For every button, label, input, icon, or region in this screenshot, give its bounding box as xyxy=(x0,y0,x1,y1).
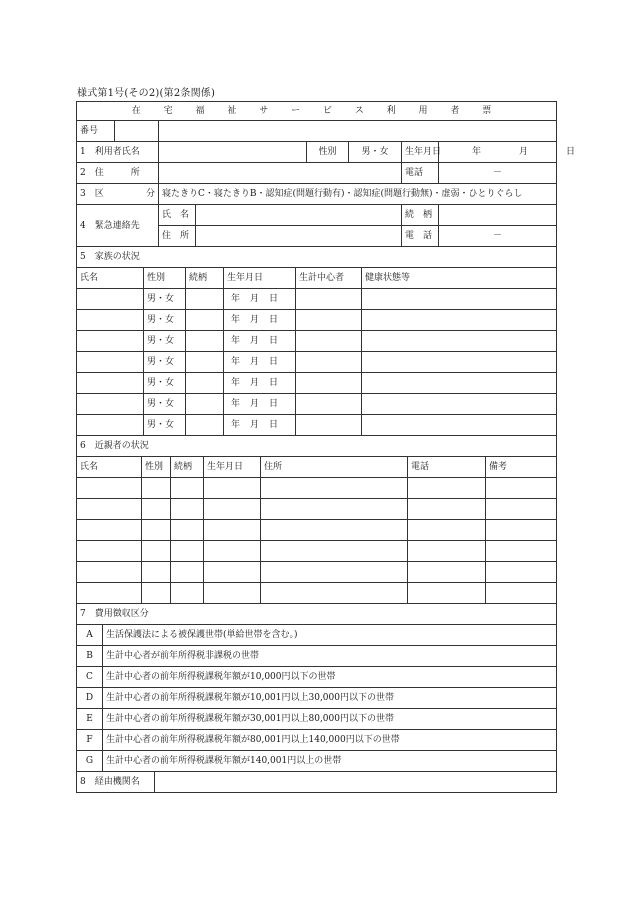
fee-code: E xyxy=(77,709,103,730)
family-health-field[interactable] xyxy=(362,331,557,352)
family-table xyxy=(76,246,557,436)
family-health-field[interactable] xyxy=(362,415,557,436)
emergency-address-field[interactable] xyxy=(196,226,402,247)
table-row xyxy=(77,562,557,583)
family-name-field[interactable] xyxy=(77,415,144,436)
relative-relation-field[interactable] xyxy=(171,562,204,583)
relative-sex-field[interactable] xyxy=(142,541,171,562)
family-health-field[interactable] xyxy=(362,352,557,373)
fee-code: C xyxy=(77,667,103,688)
number-field[interactable] xyxy=(115,121,159,142)
category-options[interactable]: 寝たきりC・寝たきりB・認知症(問題行動有)・認知症(問題行動無)・虚弱・ひとりぐらし xyxy=(159,184,557,205)
family-health-field[interactable] xyxy=(362,310,557,331)
table-row xyxy=(77,499,557,520)
relative-remarks-field[interactable] xyxy=(486,562,557,583)
relative-phone-field[interactable] xyxy=(408,478,486,499)
relative-relation-field[interactable] xyxy=(171,499,204,520)
relative-remarks-field[interactable] xyxy=(486,499,557,520)
family-name-field[interactable] xyxy=(77,331,144,352)
family-breadwinner-field[interactable] xyxy=(296,373,362,394)
emergency-name-label: 氏 名 xyxy=(159,205,196,226)
family-sex-field[interactable]: 男・女 xyxy=(144,352,186,373)
family-birth-field[interactable] xyxy=(224,289,296,310)
relative-sex-field[interactable] xyxy=(142,478,171,499)
family-breadwinner-field[interactable] xyxy=(296,331,362,352)
table-row xyxy=(77,415,557,436)
family-sex-field[interactable]: 男・女 xyxy=(144,289,186,310)
list-item[interactable] xyxy=(77,730,557,751)
relative-birth-field[interactable] xyxy=(204,583,261,604)
relative-address-field[interactable] xyxy=(261,499,408,520)
routing-agency-label: 8 経由機関名 xyxy=(77,772,155,793)
routing-agency-table xyxy=(76,771,557,793)
year-unit: 年 xyxy=(231,420,241,430)
relative-remarks-field[interactable] xyxy=(486,478,557,499)
emergency-phone-field[interactable]: － xyxy=(439,226,557,247)
day-unit: 日 xyxy=(269,315,279,325)
emergency-relation-label: 続 柄 xyxy=(402,205,439,226)
table-row xyxy=(77,520,557,541)
fee-description: 生計中心者の前年所得税課税年額が140,001円以上の世帯 xyxy=(103,751,557,772)
relatives-col-sex: 性別 xyxy=(142,457,171,478)
emergency-phone-label: 電 話 xyxy=(402,226,439,247)
relative-sex-field[interactable] xyxy=(142,583,171,604)
family-name-field[interactable] xyxy=(77,289,144,310)
table-row xyxy=(77,289,557,310)
routing-agency-field[interactable] xyxy=(155,772,557,793)
family-birth-field[interactable] xyxy=(224,352,296,373)
relatives-header-row xyxy=(77,457,557,478)
table-row xyxy=(77,478,557,499)
relatives-col-name: 氏名 xyxy=(77,457,142,478)
list-item[interactable] xyxy=(77,709,557,730)
day-unit: 日 xyxy=(269,336,279,346)
family-col-relation: 続柄 xyxy=(186,268,224,289)
family-col-birth: 生年月日 xyxy=(224,268,296,289)
relative-sex-field[interactable] xyxy=(142,499,171,520)
relative-remarks-field[interactable] xyxy=(486,583,557,604)
family-heading: 5 家族の状況 xyxy=(77,247,557,268)
family-name-field[interactable] xyxy=(77,373,144,394)
relative-relation-field[interactable] xyxy=(171,520,204,541)
fee-description: 生活保護法による被保護世帯(単給世帯を含む。) xyxy=(103,625,557,646)
form-caption: 様式第1号(その2)(第2条関係) xyxy=(77,88,216,99)
fee-code: A xyxy=(77,625,103,646)
table-row xyxy=(77,541,557,562)
relative-name-field[interactable] xyxy=(77,478,142,499)
category-label-end: 分 xyxy=(145,189,155,199)
family-birth-field[interactable] xyxy=(224,415,296,436)
fee-code: D xyxy=(77,688,103,709)
family-relation-field[interactable] xyxy=(186,289,224,310)
family-sex-field[interactable]: 男・女 xyxy=(144,394,186,415)
number-blank xyxy=(159,121,557,142)
relative-birth-field[interactable] xyxy=(204,478,261,499)
family-birth-field[interactable] xyxy=(224,394,296,415)
user-name-field[interactable] xyxy=(159,142,307,163)
basic-info-table xyxy=(76,101,576,247)
relative-relation-field[interactable] xyxy=(171,583,204,604)
user-sex-label: 性別 xyxy=(307,142,349,163)
birth-day: 日 xyxy=(566,147,576,157)
relative-relation-field[interactable] xyxy=(171,478,204,499)
family-relation-field[interactable] xyxy=(186,331,224,352)
relative-phone-field[interactable] xyxy=(408,520,486,541)
number-label: 番号 xyxy=(77,121,115,142)
user-record-form xyxy=(76,101,576,793)
family-col-sex: 性別 xyxy=(144,268,186,289)
family-breadwinner-field[interactable] xyxy=(296,310,362,331)
year-unit: 年 xyxy=(231,336,241,346)
user-birth-label: 生年月日 xyxy=(402,142,439,163)
relative-phone-field[interactable] xyxy=(408,583,486,604)
family-birth-field[interactable] xyxy=(224,310,296,331)
emergency-contact-label: 4 緊急連絡先 xyxy=(77,205,159,247)
fee-description: 生計中心者が前年所得税非課税の世帯 xyxy=(103,646,557,667)
fee-category-table xyxy=(76,603,557,772)
emergency-relation-field[interactable] xyxy=(439,205,557,226)
form-title: 在 宅 福 祉 サ ー ビ ス 利 用 者 票 xyxy=(77,102,557,121)
day-unit: 日 xyxy=(269,399,279,409)
relatives-col-phone: 電話 xyxy=(408,457,486,478)
family-name-field[interactable] xyxy=(77,352,144,373)
relative-phone-field[interactable] xyxy=(408,562,486,583)
year-unit: 年 xyxy=(231,399,241,409)
user-birth-field[interactable] xyxy=(439,142,576,163)
family-breadwinner-field[interactable] xyxy=(296,415,362,436)
user-sex-field[interactable]: 男・女 xyxy=(349,142,402,163)
family-breadwinner-field[interactable] xyxy=(296,352,362,373)
family-birth-field[interactable] xyxy=(224,331,296,352)
list-item[interactable] xyxy=(77,751,557,772)
relative-address-field[interactable] xyxy=(261,583,408,604)
family-health-field[interactable] xyxy=(362,289,557,310)
table-row xyxy=(77,373,557,394)
relatives-col-address: 住所 xyxy=(261,457,408,478)
family-breadwinner-field[interactable] xyxy=(296,394,362,415)
family-relation-field[interactable] xyxy=(186,394,224,415)
family-col-name: 氏名 xyxy=(77,268,144,289)
family-relation-field[interactable] xyxy=(186,415,224,436)
family-header-row xyxy=(77,268,557,289)
relative-birth-field[interactable] xyxy=(204,541,261,562)
table-row xyxy=(77,310,557,331)
table-row xyxy=(77,583,557,604)
family-relation-field[interactable] xyxy=(186,310,224,331)
relative-sex-field[interactable] xyxy=(142,562,171,583)
list-item[interactable] xyxy=(77,646,557,667)
family-health-field[interactable] xyxy=(362,373,557,394)
birth-month: 月 xyxy=(519,147,529,157)
relative-name-field[interactable] xyxy=(77,583,142,604)
fee-description: 生計中心者の前年所得税課税年額が10,000円以下の世帯 xyxy=(103,667,557,688)
relative-birth-field[interactable] xyxy=(204,520,261,541)
family-breadwinner-field[interactable] xyxy=(296,289,362,310)
list-item[interactable] xyxy=(77,625,557,646)
relative-name-field[interactable] xyxy=(77,520,142,541)
day-unit: 日 xyxy=(269,357,279,367)
month-unit: 月 xyxy=(250,336,260,346)
table-row xyxy=(77,331,557,352)
address-label: 2 住 所 xyxy=(77,163,159,184)
family-name-field[interactable] xyxy=(77,310,144,331)
family-relation-field[interactable] xyxy=(186,352,224,373)
family-relation-field[interactable] xyxy=(186,373,224,394)
relative-name-field[interactable] xyxy=(77,499,142,520)
fee-description: 生計中心者の前年所得税課税年額が80,001円以上140,000円以下の世帯 xyxy=(103,730,557,751)
relative-phone-field[interactable] xyxy=(408,499,486,520)
family-birth-field[interactable] xyxy=(224,373,296,394)
relative-address-field[interactable] xyxy=(261,478,408,499)
relative-remarks-field[interactable] xyxy=(486,520,557,541)
year-unit: 年 xyxy=(231,357,241,367)
family-health-field[interactable] xyxy=(362,394,557,415)
user-name-label: 1 利用者氏名 xyxy=(77,142,159,163)
list-item[interactable] xyxy=(77,688,557,709)
relative-name-field[interactable] xyxy=(77,562,142,583)
family-sex-field[interactable]: 男・女 xyxy=(144,310,186,331)
relative-birth-field[interactable] xyxy=(204,499,261,520)
relative-address-field[interactable] xyxy=(261,520,408,541)
emergency-address-label: 住 所 xyxy=(159,226,196,247)
table-row xyxy=(77,394,557,415)
birth-year: 年 xyxy=(472,147,482,157)
address-field[interactable] xyxy=(159,163,402,184)
relative-relation-field[interactable] xyxy=(171,541,204,562)
relative-phone-field[interactable] xyxy=(408,541,486,562)
fee-description: 生計中心者の前年所得税課税年額が10,001円以上30,000円以下の世帯 xyxy=(103,688,557,709)
day-unit: 日 xyxy=(269,420,279,430)
fee-description: 生計中心者の前年所得税課税年額が30,001円以上80,000円以下の世帯 xyxy=(103,709,557,730)
month-unit: 月 xyxy=(250,315,260,325)
year-unit: 年 xyxy=(231,294,241,304)
relative-sex-field[interactable] xyxy=(142,520,171,541)
category-label-num: 3 区 xyxy=(80,189,104,199)
family-name-field[interactable] xyxy=(77,394,144,415)
day-unit: 日 xyxy=(269,378,279,388)
table-row xyxy=(77,352,557,373)
family-sex-field[interactable]: 男・女 xyxy=(144,415,186,436)
relative-birth-field[interactable] xyxy=(204,562,261,583)
family-col-breadwinner: 生計中心者 xyxy=(296,268,362,289)
relatives-col-birth: 生年月日 xyxy=(204,457,261,478)
day-unit: 日 xyxy=(269,294,279,304)
year-unit: 年 xyxy=(231,315,241,325)
month-unit: 月 xyxy=(250,357,260,367)
relatives-heading: 6 近親者の状況 xyxy=(77,436,557,457)
fees-heading: 7 費用徴収区分 xyxy=(77,604,557,625)
category-label xyxy=(77,184,159,205)
relatives-table xyxy=(76,435,557,604)
phone-label: 電話 xyxy=(402,163,439,184)
family-sex-field[interactable]: 男・女 xyxy=(144,331,186,352)
month-unit: 月 xyxy=(250,399,260,409)
family-col-health: 健康状態等 xyxy=(362,268,557,289)
relative-remarks-field[interactable] xyxy=(486,541,557,562)
month-unit: 月 xyxy=(250,378,260,388)
list-item[interactable] xyxy=(77,667,557,688)
relative-address-field[interactable] xyxy=(261,562,408,583)
relatives-col-relation: 続柄 xyxy=(171,457,204,478)
year-unit: 年 xyxy=(231,378,241,388)
family-sex-field[interactable]: 男・女 xyxy=(144,373,186,394)
month-unit: 月 xyxy=(250,294,260,304)
emergency-name-field[interactable] xyxy=(196,205,402,226)
fee-code: F xyxy=(77,730,103,751)
relative-address-field[interactable] xyxy=(261,541,408,562)
phone-field[interactable]: － xyxy=(439,163,557,184)
fee-code: B xyxy=(77,646,103,667)
relative-name-field[interactable] xyxy=(77,541,142,562)
relatives-col-remarks: 備考 xyxy=(486,457,557,478)
fee-code: G xyxy=(77,751,103,772)
month-unit: 月 xyxy=(250,420,260,430)
